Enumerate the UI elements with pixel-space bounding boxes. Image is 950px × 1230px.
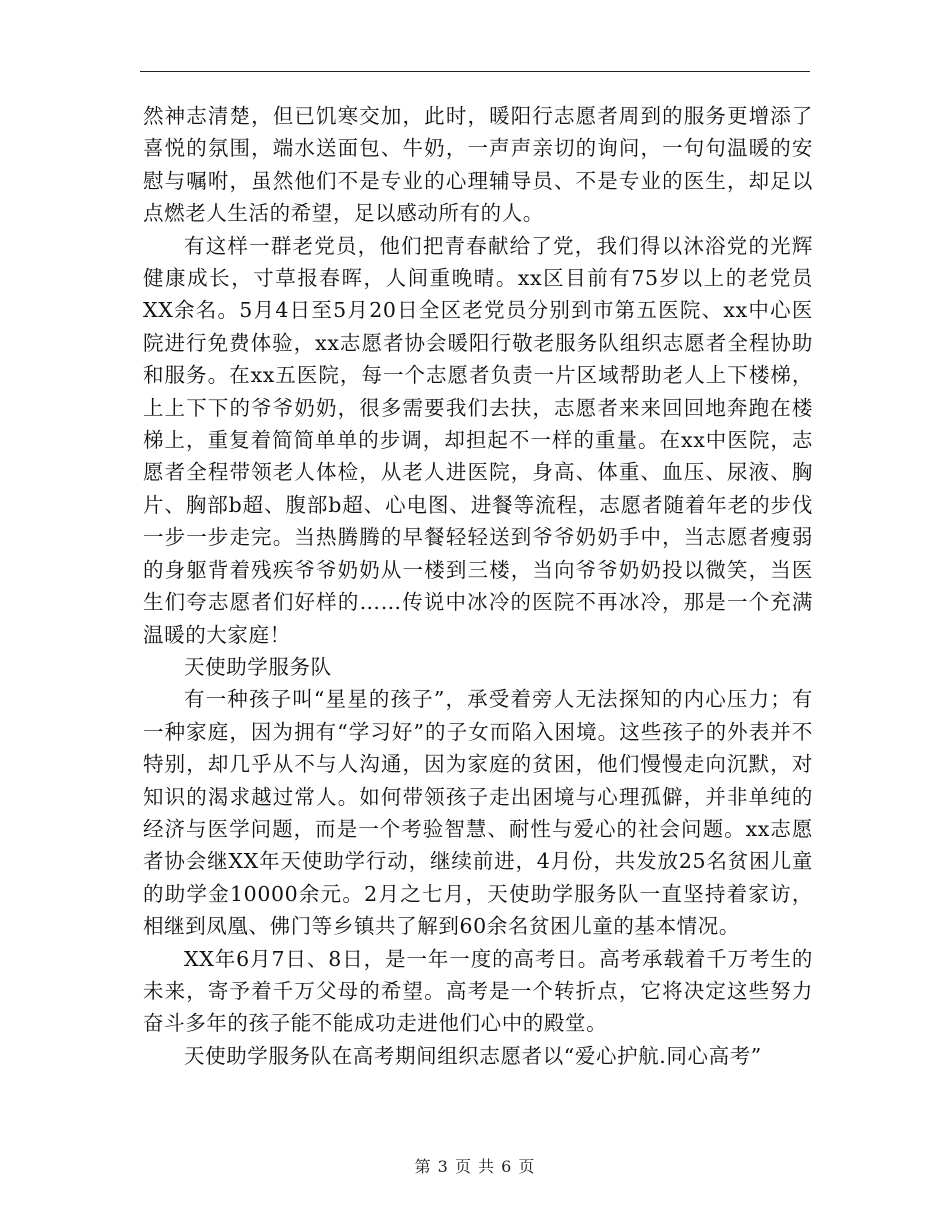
page-number-footer: 第 3 页 共 6 页	[414, 1157, 536, 1176]
paragraph-3: 有一种孩子叫“星星的孩子”，承受着旁人无法探知的内心压力；有一种家庭，因为拥有“学习好”的子女而陷入困境。这些孩子的外表并不特别，却几乎从不与人沟通，因为家庭的贫困，他们慢慢走向沉默，对知识的渴求越过常人。如何带领孩子走出困境与心理孤僻，并非单纯的经济与医学问题，而是一个考验智慧、耐性与爱心的社会问题。xx志愿者协会继XX年天使助学行动，继续前进，4月份，共发放25名贫困儿童的助学金10000余元。2月之七月，天使助学服务队一直坚持着家访，相继到凤凰、佛门等乡镇共了解到60余名贫困儿童的基本情况。	[143, 687, 813, 939]
section-heading: 天使助学服务队	[184, 654, 332, 679]
body-text	[143, 100, 813, 1072]
header-rule	[140, 71, 810, 72]
paragraph-1: 然神志清楚，但已饥寒交加，此时，暖阳行志愿者周到的服务更增添了喜悦的氛围，端水送面包、牛奶，一声声亲切的询问，一句句温暖的安慰与嘱咐，虽然他们不是专业的心理辅导员、不是专业的医生，却足以点燃老人生活的希望，足以感动所有的人。	[143, 104, 813, 226]
paragraph-4: XX年6月7日、8日，是一年一度的高考日。高考承载着千万考生的未来，寄予着千万父母的希望。高考是一个转折点，它将决定这些努力奋斗多年的孩子能不能成功走进他们心中的殿堂。	[143, 946, 813, 1036]
paragraph-2: 有这样一群老党员，他们把青春献给了党，我们得以沐浴党的光辉健康成长，寸草报春晖，人间重晚晴。xx区目前有75岁以上的老党员XX余名。5月4日至5月20日全区老党员分别到市第五医院、xx中心医院进行免费体验，xx志愿者协会暖阳行敬老服务队组织志愿者全程协助和服务。在xx五医院，每一个志愿者负责一片区域帮助老人上下楼梯，上上下下的爷爷奶奶，很多需要我们去扶，志愿者来来回回地奔跑在楼梯上，重复着简简单单的步调，却担起不一样的重量。在xx中医院，志愿者全程带领老人体检，从老人进医院，身高、体重、血压、尿液、胸片、胸部b超、腹部b超、心电图、进餐等流程，志愿者随着年老的步伐一步一步走完。当热腾腾的早餐轻轻送到爷爷奶奶手中，当志愿者瘦弱的身躯背着残疾爷爷奶奶从一楼到三楼，当向爷爷奶奶投以微笑，当医生们夸志愿者们好样的……传说中冰冷的医院不再冰冷，那是一个充满温暖的大家庭！	[143, 233, 813, 647]
paragraph-5: 天使助学服务队在高考期间组织志愿者以“爱心护航.同心高考”	[184, 1043, 762, 1068]
